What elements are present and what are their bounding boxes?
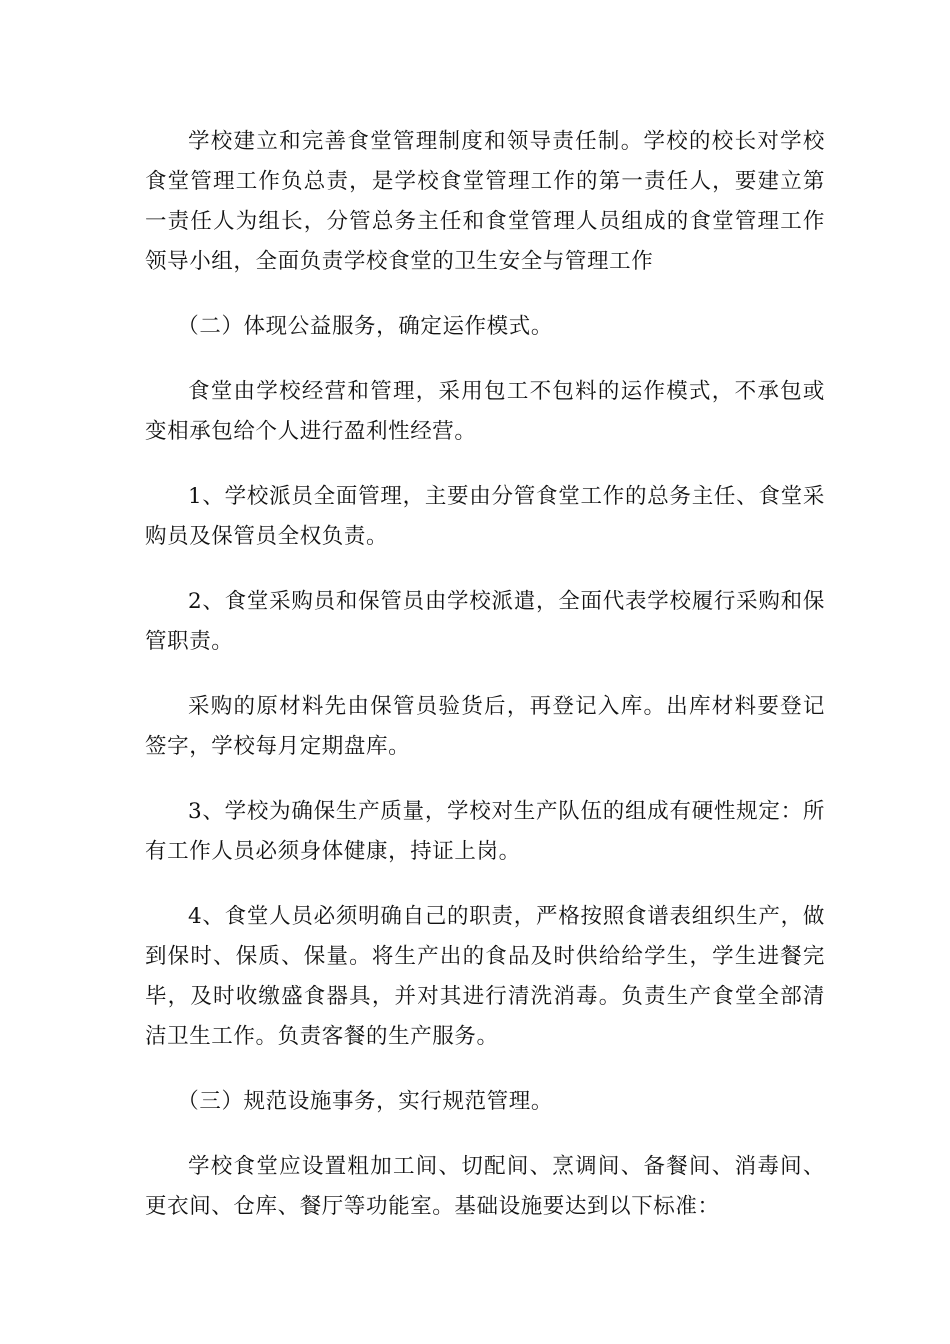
- list-item-4: 4、食堂人员必须明确自己的职责，严格按照食谱表组织生产，做到保时、保质、保量。将生产出的食品及时供给给学生，学生进餐完毕，及时收缴盛食器具，并对其进行清洗消毒。负责生产食堂全部清洁卫生工作。负责客餐的生产服务。: [145, 904, 825, 1049]
- list-item-1: 1、学校派员全面管理，主要由分管食堂工作的总务主任、食堂采购员及保管员全权负责。: [145, 484, 825, 549]
- paragraph-facilities: 学校食堂应设置粗加工间、切配间、烹调间、备餐间、消毒间、更衣间、仓库、餐厅等功能室。基础设施要达到以下标准：: [145, 1154, 825, 1219]
- paragraph-leadership: 学校建立和完善食堂管理制度和领导责任制。学校的校长对学校食堂管理工作负总责，是学校食堂管理工作的第一责任人，要建立第一责任人为组长，分管总务主任和食堂管理人员组成的食堂管理工作领导小组，全面负责学校食堂的卫生安全与管理工作: [145, 129, 825, 274]
- section-heading-2: （二）体现公益服务，确定运作模式。: [177, 314, 553, 339]
- paragraph-operation-mode: 食堂由学校经营和管理，采用包工不包料的运作模式，不承包或变相承包给个人进行盈利性经营。: [145, 379, 825, 444]
- section-heading-3: （三）规范设施事务，实行规范管理。: [177, 1089, 553, 1114]
- document-page: [145, 122, 825, 1252]
- list-item-2: 2、食堂采购员和保管员由学校派遣，全面代表学校履行采购和保管职责。: [145, 589, 825, 654]
- paragraph-purchasing: 采购的原材料先由保管员验货后，再登记入库。出库材料要登记签字，学校每月定期盘库。: [145, 694, 825, 759]
- list-item-3: 3、学校为确保生产质量，学校对生产队伍的组成有硬性规定：所有工作人员必须身体健康，持证上岗。: [145, 799, 825, 864]
